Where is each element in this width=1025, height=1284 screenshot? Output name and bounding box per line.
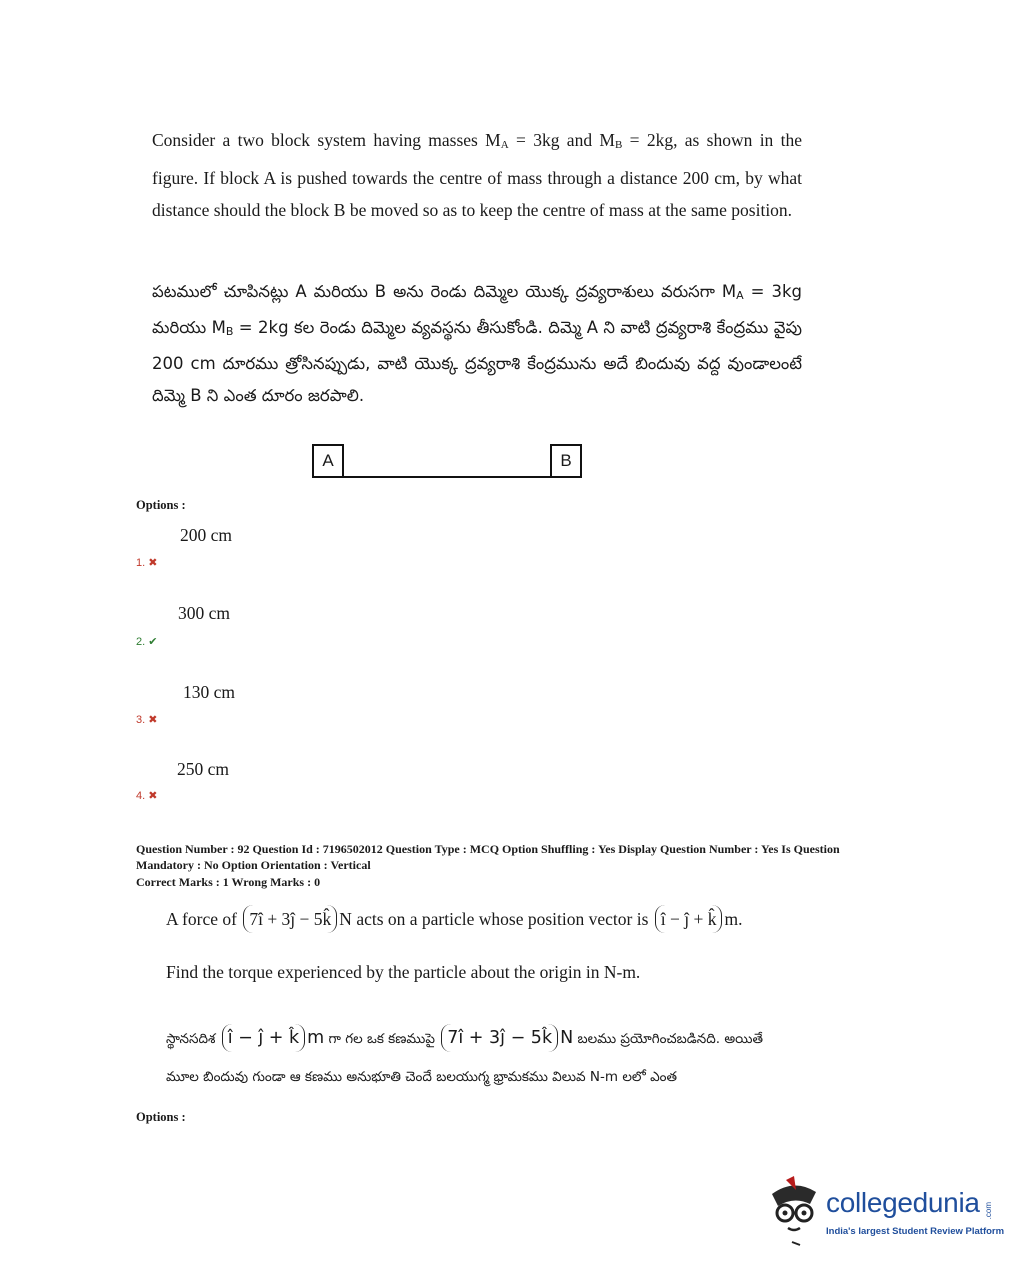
option-4-value[interactable]: 250 cm [177,759,230,779]
option-2-value[interactable]: 300 cm [178,603,231,623]
options-label-2: Options : [136,1110,186,1124]
wrong-cross-icon: ✖ [148,790,158,802]
meta-line-1: Question Number : 92 Question Id : 7196502012 Question Type : MCQ Option Shuffling : Yes Display Question Number : Yes Is Question [136,842,840,856]
option-2-number: 2. ✔ [136,636,158,648]
logo-tagline: India's largest Student Review Platform [826,1226,1005,1237]
logo-domain-suffix: .com [984,1202,993,1220]
wrong-cross-icon: ✖ [148,714,158,726]
options-label: Options : [136,498,186,512]
telugu-position-vector: î − ĵ + k̂ [222,1024,305,1052]
option-3-value[interactable]: 130 cm [183,682,236,702]
block-b: B [550,444,582,478]
force-vector: 7î + 3ĵ − 5k̂ [243,905,337,933]
connecting-line [342,476,562,478]
question2-line1: A force of 7î + 3ĵ − 5k̂ N acts on a particle whose position vector is î − ĵ + k̂ m. [166,905,742,933]
question-text-english: Consider a two block system having masses $M_A = 3kg$ and $M_B = 2kg$, as shown in the figure. If block A is pushed towards the centre of mass through a distance 200 cm, by what distance should the block B be moved so as to keep the centre of mass at the same position. [152,130,803,220]
meta-line-2: Mandatory : No Option Orientation : Vertical [136,857,371,872]
collegedunia-mascot-icon [764,1176,824,1248]
option-3-number: 3. ✖ [136,714,158,726]
position-vector: î − ĵ + k̂ [655,905,723,933]
wrong-cross-icon: ✖ [148,557,158,569]
logo-name: collegedunia [826,1187,980,1218]
question-text-telugu: పటములో చూపినట్లు A మరియు B అను రెండు దిమ్మెల యొక్క ద్రవ్యరాశులు వరుసగా $M_A = 3kg$ మరియు $M_B = 2kg$ కల రెండు దిమ్మెల వ్యవస్థను తీసుకోండి. దిమ్మె A ని వాటి ద్రవ్యరాశి కేంద్రము వైపు 200 cm దూరము త్రోసినప్పుడు, వాటి యొక్క ద్రవ్యరాశి కేంద్రమును అదే బిందువు వద్ద వుండాలంటే దిమ్మె B ని ఎంత దూరం జరపాలి. [152,282,803,405]
question2-telugu-line1: స్థానసదిశ î − ĵ + k̂ m గా గల ఒక కణముపై 7î + 3ĵ − 5k̂ N బలము ప్రయోగించబడినది. అయితే [166,1024,763,1052]
option-1-number: 1. ✖ [136,557,158,569]
option-4-number: 4. ✖ [136,790,158,802]
option-1-value[interactable]: 200 cm [180,525,233,545]
meta-line-3: Correct Marks : 1 Wrong Marks : 0 [136,875,321,889]
correct-check-icon: ✔ [148,636,158,648]
question-meta [136,842,896,891]
block-a: A [312,444,344,478]
two-block-figure [312,444,584,478]
question2-line2: Find the torque experienced by the particle about the origin in N-m. [166,962,641,982]
question2-telugu-line2: మూల బిందువు గుండా ఆ కణము అనుభూతి చెందే బలయుగ్మ భ్రామకము విలువ N-m లలో ఎంత [166,1069,678,1085]
telugu-force-vector: 7î + 3ĵ − 5k̂ [441,1024,558,1052]
